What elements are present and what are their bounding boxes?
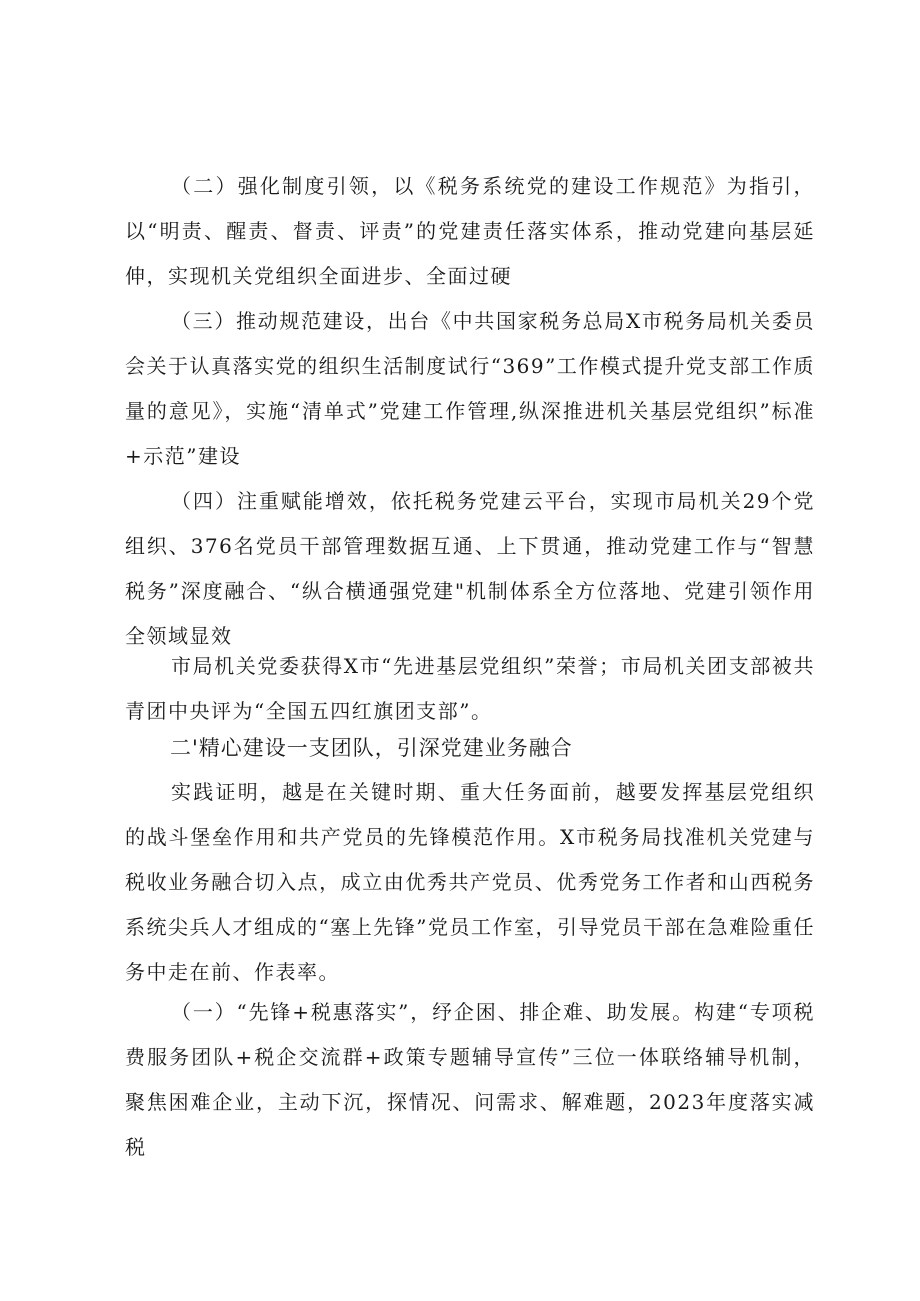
paragraph-empowerment: （四）注重赋能增效，依托税务党建云平台，实现市局机关29个党组织、376名党员干部管理数据互通、上下贯通，推动党建工作与“智慧税务”深度融合、“纵合横通强党建"机制体系全方位落地、党建引领作用全领域显效 xyxy=(125,489,815,648)
paragraph-standardized-construction: （三）推动规范建设，出台《中共国家税务总局X市税务局机关委员会关于认真落实党的组织生活制度试行“369”工作模式提升党支部工作质量的意见》，实施“清单式”党建工作管理,纵深推进机关基层党组织”标准+示范”建设 xyxy=(125,309,815,468)
paragraph-practice-proof: 实践证明，越是在关键时期、重大任务面前，越要发挥基层党组织的战斗堡垒作用和共产党员的先锋模范作用。X市税务局找准机关党建与税收业务融合切入点，成立由优秀共产党员、优秀党务工作者和山西税务系统尖兵人才组成的“塞上先锋”党员工作室，引导党员干部在急难险重任务中走在前、作表率。 xyxy=(125,780,815,984)
section-heading: 二'精心建设一支团队，引深党建业务融合 xyxy=(170,736,573,760)
paragraph-institutional-guidance: （二）强化制度引领，以《税务系统党的建设工作规范》为指引，以“明责、醒责、督责、评责”的党建责任落实体系，推动党建向基层延伸，实现机关党组织全面进步、全面过硬 xyxy=(125,174,815,288)
paragraph-honors: 市局机关党委获得X市“先进基层党组织”荣誉；市局机关团支部被共青团中央评为“全国五四红旗团支部”。 xyxy=(125,654,815,723)
paragraph-pioneer-tax-benefits: （一）“先锋+税惠落实”，纾企困、排企难、助发展。构建“专项税费服务团队+税企交流群+政策专题辅导宣传”三位一体联络辅导机制，聚焦困难企业，主动下沉，探情况、问需求、解难题，2023年度落实减税 xyxy=(125,1000,815,1159)
